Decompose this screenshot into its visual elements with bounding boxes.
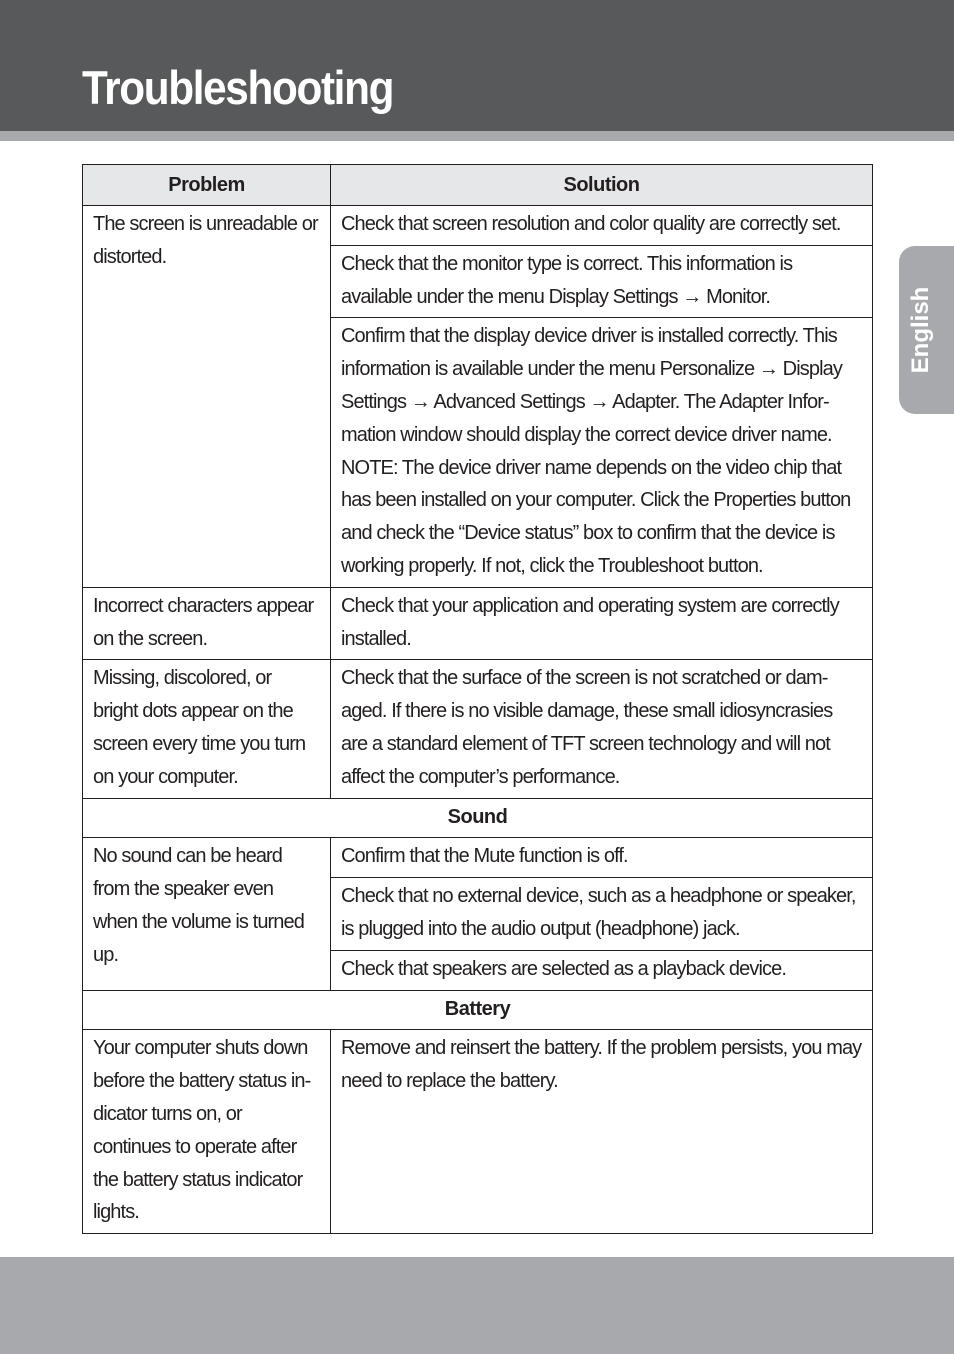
solution-cell: Confirm that the display device driver is installed correctly. This information is available under the menu Personalize → Display Settings → Advanced Settings → Adapter. The Adapter Infor-mation window should display the correct device driver name. NOTE: The device driver name depends on the video chip that has been installed on your computer. Click the Properties button and check the “Device status” box to confirm that the device is working properly. If not, click the Troubleshoot button. <box>331 318 873 587</box>
section-heading-sound: Sound <box>83 798 873 838</box>
problem-cell: Missing, discolored, or bright dots appear on the screen every time you turn on your computer. <box>83 660 331 798</box>
language-tab-label: English <box>907 286 934 374</box>
footer-band <box>0 1257 954 1354</box>
problem-cell: Your computer shuts down before the battery status in-dicator turns on, or continues to operate after the battery status indicator lights. <box>83 1030 331 1234</box>
table-row <box>83 838 873 878</box>
solution-cell: Confirm that the Mute function is off. <box>331 838 873 878</box>
header-rule <box>0 131 954 141</box>
troubleshooting-table <box>82 164 873 1234</box>
header-problem: Problem <box>83 165 331 206</box>
problem-cell: The screen is unreadable or distorted. <box>83 206 331 588</box>
table-header-row <box>83 165 873 206</box>
header-solution: Solution <box>331 165 873 206</box>
problem-cell: Incorrect characters appear on the screen. <box>83 587 331 660</box>
page-title: Troubleshooting <box>82 61 394 114</box>
solution-cell: Check that your application and operating system are correctly installed. <box>331 587 873 660</box>
table-row <box>83 660 873 798</box>
solution-cell: Remove and reinsert the battery. If the problem persists, you may need to replace the battery. <box>331 1030 873 1234</box>
solution-cell: Check that no external device, such as a headphone or speaker, is plugged into the audio output (headphone) jack. <box>331 878 873 951</box>
solution-cell: Check that the monitor type is correct. This information is available under the menu Display Settings → Monitor. <box>331 245 873 318</box>
solution-cell: Check that the surface of the screen is not scratched or dam-aged. If there is no visible damage, these small idiosyncrasies are a standard element of TFT screen technology and will not affect the computer’s performance. <box>331 660 873 798</box>
problem-cell: No sound can be heard from the speaker even when the volume is turned up. <box>83 838 331 990</box>
section-row-battery <box>83 990 873 1030</box>
section-heading-battery: Battery <box>83 990 873 1030</box>
table-row <box>83 206 873 246</box>
section-row-sound <box>83 798 873 838</box>
table-row <box>83 587 873 660</box>
table-row <box>83 1030 873 1234</box>
solution-cell: Check that screen resolution and color quality are correctly set. <box>331 206 873 246</box>
solution-cell: Check that speakers are selected as a playback device. <box>331 950 873 990</box>
